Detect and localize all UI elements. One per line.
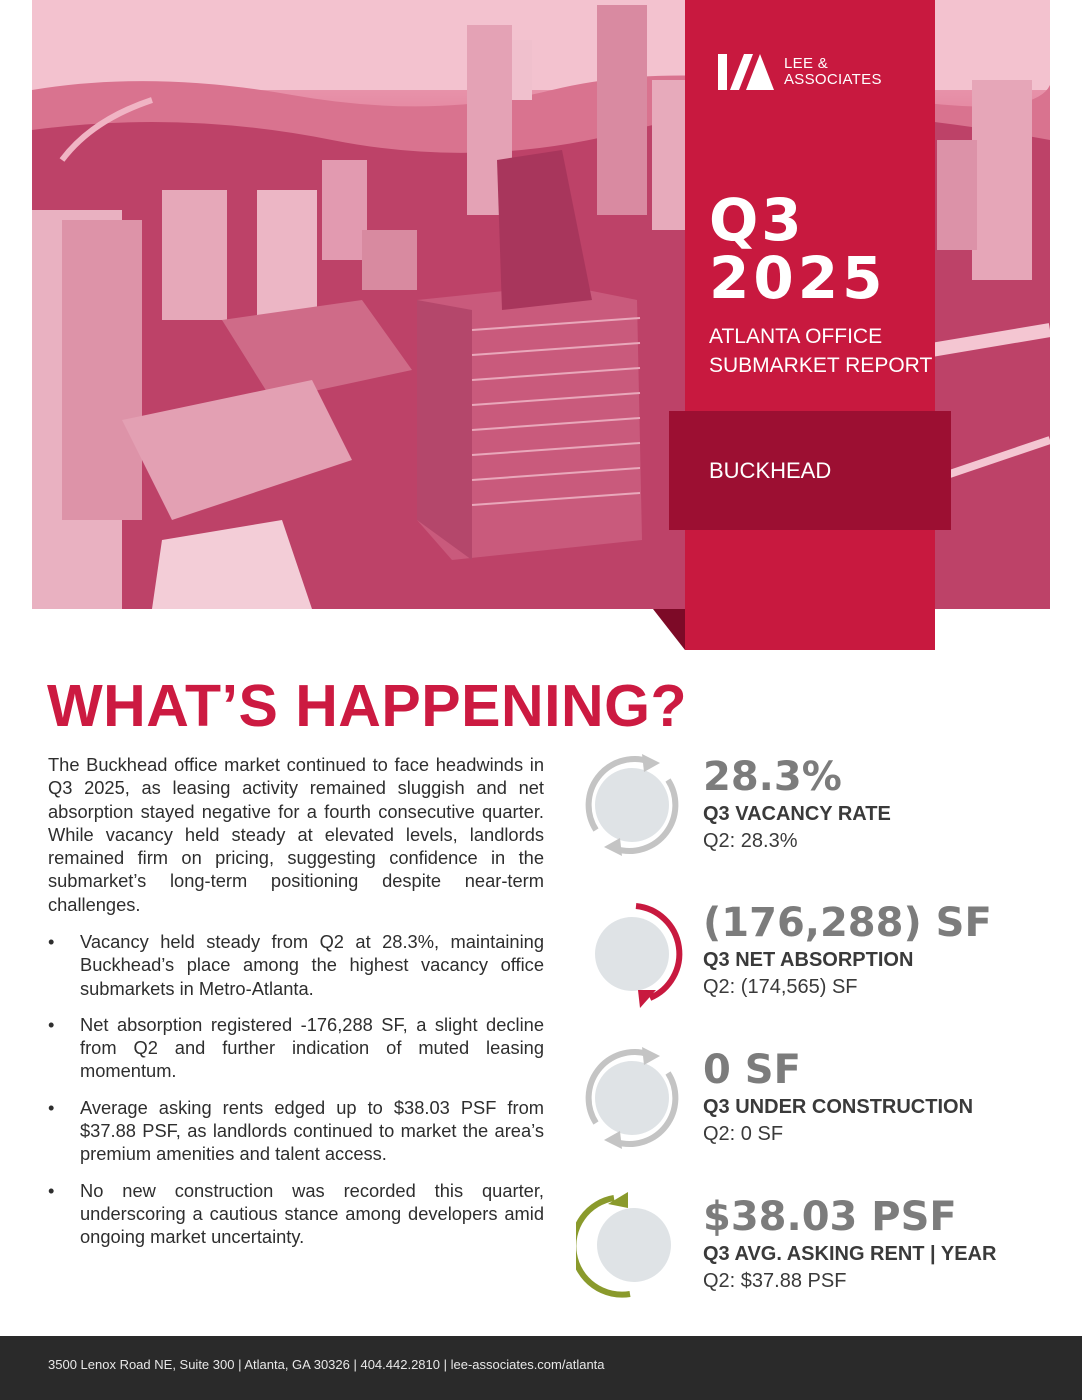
report-name-line1: ATLANTA OFFICE (709, 325, 883, 348)
stat-previous: Q2: 28.3% (703, 830, 798, 852)
company-logo (716, 50, 906, 96)
list-item (48, 1096, 544, 1166)
intro-paragraph: The Buckhead office market continued to face headwinds in Q3 2025, as leasing activity remained sluggish and net absorption stayed negative for a fourth consecutive quarter. While vacancy held steady at elevated levels, landlords remained firm on pricing, suggesting confidence in the submarket’s long-term positioning despite near-term challenges. (48, 754, 544, 915)
panel-fold (653, 609, 685, 650)
footer-contact: 3500 Lenox Road NE, Suite 300 | Atlanta, GA 30326 | 404.442.2810 | lee-associates.com/atlanta (48, 1357, 605, 1372)
stat-vacancy-rate (576, 752, 1046, 867)
stat-previous: Q2: 0 SF (703, 1123, 784, 1145)
bullet-icon: • (48, 1096, 55, 1118)
stat-value: $38.03 PSF (703, 1194, 957, 1240)
steady-arrows-icon (576, 752, 688, 862)
bullet-text: Vacancy held steady from Q2 at 28.3%, maintaining Buckhead’s place among the highest vacancy office submarkets in Metro-Atlanta. (80, 931, 544, 999)
page-footer (0, 1336, 1082, 1400)
stat-label: Q3 UNDER CONSTRUCTION (703, 1096, 974, 1118)
bullet-text: No new construction was recorded this quarter, underscoring a cautious stance among developers amid ongoing market uncertainty. (80, 1179, 544, 1248)
up-arrow-icon (576, 1192, 688, 1304)
bullet-icon: • (48, 1013, 55, 1035)
report-quarter: Q3 (709, 186, 805, 254)
report-name-line2: SUBMARKET REPORT (709, 354, 933, 377)
down-arrow-icon (576, 898, 688, 1010)
list-item (48, 930, 544, 1000)
stat-net-absorption (576, 898, 1046, 1013)
report-year: 2025 (709, 244, 887, 312)
logo-text-line1: LEE & (784, 55, 829, 72)
stat-under-construction (576, 1045, 1046, 1160)
list-item (48, 1013, 544, 1083)
steady-arrows-icon (576, 1045, 688, 1155)
stat-label: Q3 AVG. ASKING RENT | YEAR (703, 1243, 997, 1265)
list-item (48, 1179, 544, 1249)
logo-wordmark (784, 56, 882, 88)
stat-previous: Q2: (174,565) SF (703, 976, 858, 998)
submarket-box (669, 411, 951, 530)
logo-mark-icon (716, 52, 776, 92)
stat-label: Q3 VACANCY RATE (703, 803, 891, 825)
summary-bullet-list (48, 930, 544, 1262)
stat-asking-rent (576, 1192, 1046, 1307)
submarket-label: BUCKHEAD (709, 458, 832, 483)
logo-text-line2: ASSOCIATES (784, 71, 882, 88)
stat-previous: Q2: $37.88 PSF (703, 1270, 847, 1292)
report-name (709, 322, 939, 380)
stat-value: 28.3% (703, 754, 842, 800)
bullet-text: Net absorption registered -176,288 SF, a slight decline from Q2 and further indication of muted leasing momentum. (80, 1013, 544, 1082)
stat-value: 0 SF (703, 1047, 801, 1093)
bullet-icon: • (48, 1179, 55, 1201)
stat-value: (176,288) SF (703, 900, 992, 946)
stat-label: Q3 NET ABSORPTION (703, 949, 914, 971)
page-headline: WHAT’S HAPPENING? (47, 673, 688, 739)
bullet-text: Average asking rents edged up to $38.03 PSF from $37.88 PSF, as landlords continued to market the area’s premium amenities and talent access. (80, 1096, 544, 1165)
bullet-icon: • (48, 931, 55, 952)
